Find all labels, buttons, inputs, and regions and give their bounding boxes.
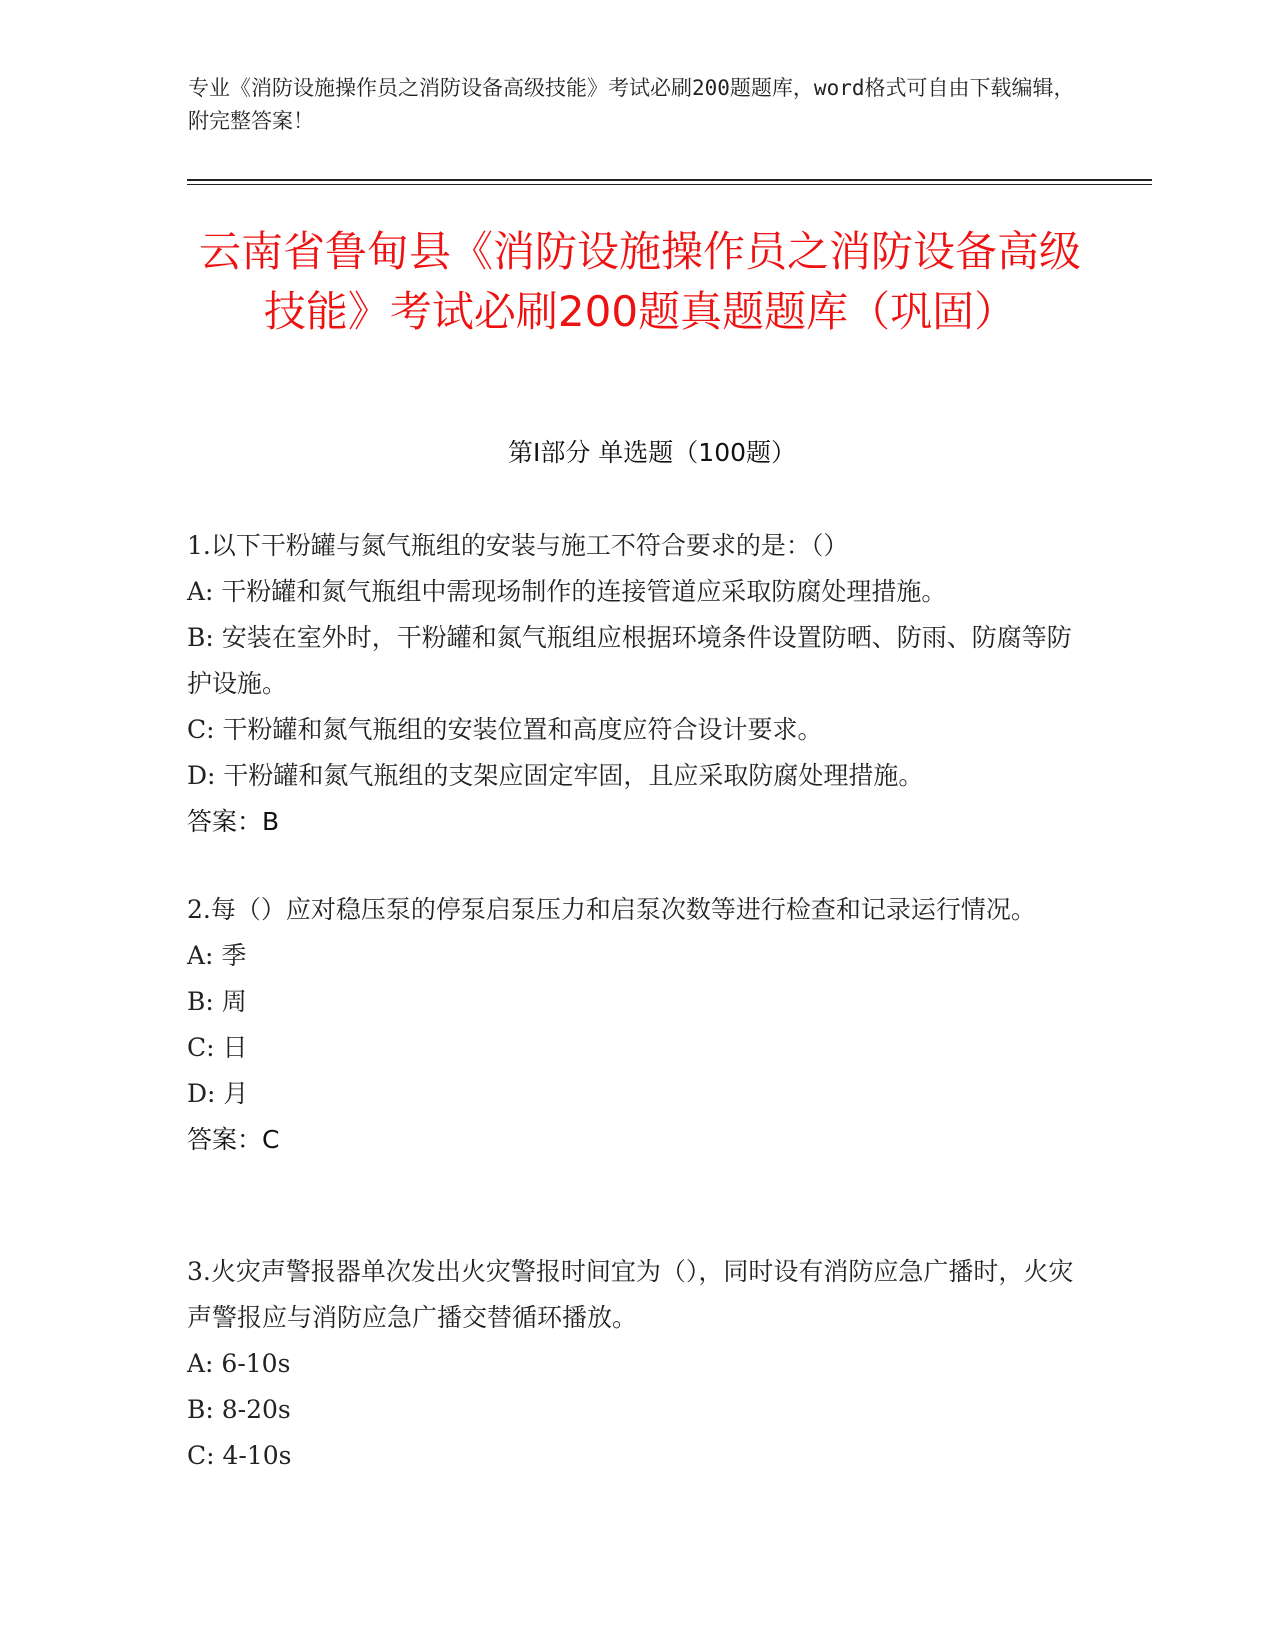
question-stem: 1.以下干粉罐与氮气瓶组的安装与施工不符合要求的是：（）: [187, 531, 849, 560]
option-c: C: 日: [187, 1033, 248, 1062]
option-a: A: 6-10s: [187, 1349, 291, 1378]
option-b: B: 安装在室外时，干粉罐和氮气瓶组应根据环境条件设置防晒、防雨、防腐等防护设施。: [187, 623, 1072, 698]
option-a: A: 干粉罐和氮气瓶组中需现场制作的连接管道应采取防腐处理措施。: [187, 577, 947, 606]
option-c: C: 4-10s: [187, 1441, 292, 1470]
question-1: [187, 523, 1087, 845]
question-stem: 2.每（）应对稳压泵的停泵启泵压力和启泵次数等进行检查和记录运行情况。: [187, 895, 1036, 924]
question-stem: 3.火灾声警报器单次发出火灾警报时间宜为（），同时设有消防应急广播时，火灾声警报应与消防应急广播交替循环播放。: [187, 1257, 1074, 1332]
option-b: B: 8-20s: [187, 1395, 291, 1424]
option-c: C: 干粉罐和氮气瓶组的安装位置和高度应符合设计要求。: [187, 715, 823, 744]
question-2: [187, 887, 1087, 1163]
option-d: D: 干粉罐和氮气瓶组的支架应固定牢固，且应采取防腐处理措施。: [187, 761, 924, 790]
header-note: 专业《消防设施操作员之消防设备高级技能》考试必刷200题题库，word格式可自由下载编辑，附完整答案！: [188, 76, 1075, 133]
answer-label: 答案：B: [187, 807, 280, 836]
option-a: A: 季: [187, 941, 247, 970]
option-d: D: 月: [187, 1079, 249, 1108]
header-divider-thick: [187, 179, 1152, 181]
document-title: 云南省鲁甸县《消防设施操作员之消防设备高级技能》考试必刷200题真题题库（巩固）: [198, 227, 1081, 336]
header-divider-thin: [187, 184, 1152, 185]
option-b: B: 周: [187, 987, 247, 1016]
answer-label: 答案：C: [187, 1125, 280, 1154]
question-3: [187, 1249, 1087, 1479]
section-title: 第Ⅰ部分 单选题（100题）: [507, 438, 797, 467]
